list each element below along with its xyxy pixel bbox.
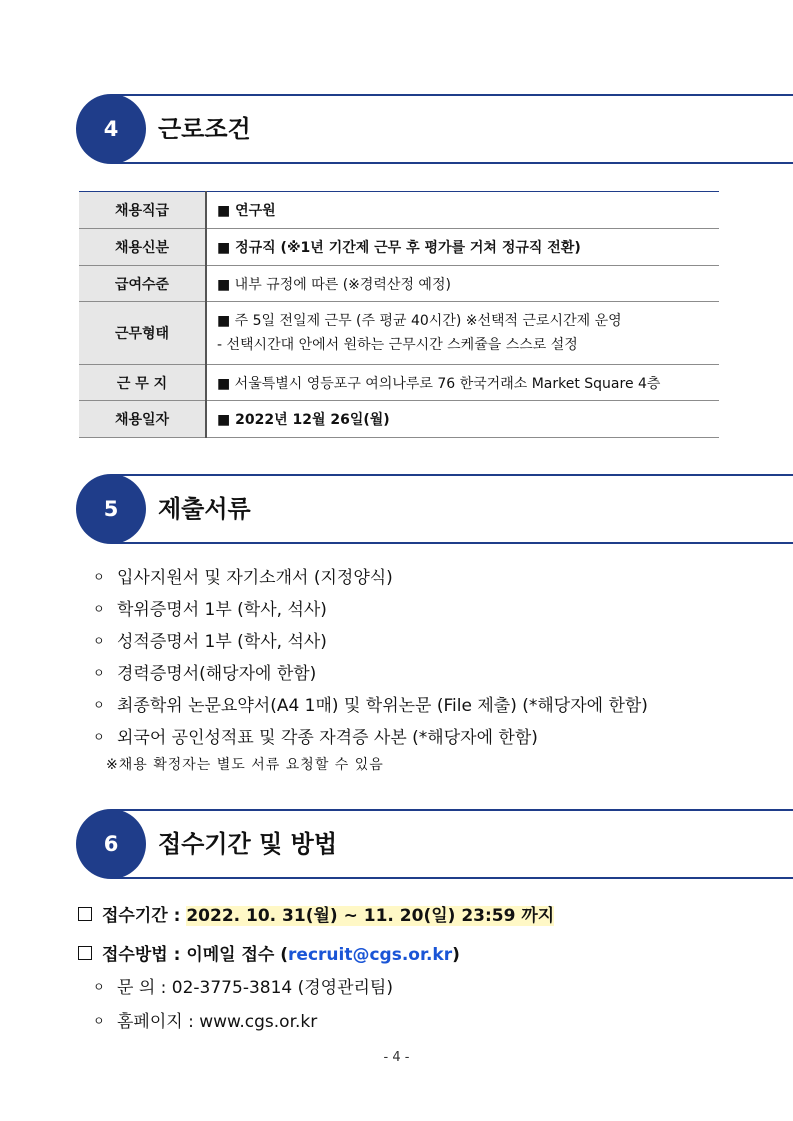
documents-note: ※채용 확정자는 별도 서류 요청할 수 있음 — [106, 757, 384, 773]
bullet-icon: ㅇ — [93, 1014, 105, 1028]
list-item — [93, 657, 648, 689]
receipt-period-value: 2022. 10. 31(월) ~ 11. 20(일) 23:59 까지 — [186, 906, 555, 926]
table-row — [79, 401, 719, 438]
list-item-text: 성적증명서 1부 (학사, 석사) — [117, 632, 327, 652]
row-value: ■ 정규직 (※1년 기간제 근무 후 평가를 거쳐 정규직 전환) — [206, 229, 719, 266]
row-label: 채용신분 — [79, 229, 206, 266]
receipt-method — [78, 940, 460, 965]
list-item-text: 경력증명서(해당자에 한함) — [117, 664, 317, 684]
bullet-icon: ㅇ — [93, 666, 105, 680]
row-label: 급여수준 — [79, 266, 206, 302]
homepage-text: 홈페이지 : www.cgs.or.kr — [117, 1012, 318, 1032]
bullet-icon: ㅇ — [93, 730, 105, 744]
required-documents-list — [93, 561, 648, 753]
section-number-badge: 5 — [76, 474, 146, 544]
list-item — [93, 625, 648, 657]
row-value: ■ 서울특별시 영등포구 여의나루로 76 한국거래소 Market Square 4층 — [206, 365, 719, 401]
bullet-icon: ㅇ — [93, 980, 105, 994]
table-row — [79, 302, 719, 365]
receipt-period — [78, 901, 554, 926]
contact-text: 문 의 : 02-3775-3814 (경영관리팀) — [117, 978, 393, 998]
contact-line — [93, 973, 393, 998]
email-link[interactable]: recruit@cgs.or.kr — [288, 945, 453, 965]
row-value — [206, 302, 719, 365]
section-number-badge: 6 — [76, 809, 146, 879]
checkbox-square-icon — [78, 907, 92, 921]
section-header-5 — [76, 474, 793, 544]
table-row — [79, 229, 719, 266]
section-title: 접수기간 및 방법 — [158, 830, 337, 858]
row-value-line-2: - 선택시간대 안에서 원하는 근무시간 스케쥴을 스스로 설정 — [217, 337, 578, 353]
homepage-line — [93, 1007, 317, 1032]
table-row — [79, 266, 719, 302]
row-value-line-1: ■ 주 5일 전일제 근무 (주 평균 40시간) ※선택적 근로시간제 운영 — [217, 313, 622, 329]
checkbox-square-icon — [78, 946, 92, 960]
list-item — [93, 561, 648, 593]
row-label: 채용일자 — [79, 401, 206, 438]
working-conditions-table — [79, 191, 719, 438]
section-header-6 — [76, 809, 793, 879]
table-row — [79, 365, 719, 401]
receipt-method-label: 접수방법 : 이메일 접수 ( — [102, 945, 289, 965]
receipt-method-close: ) — [452, 945, 460, 965]
row-label: 근 무 지 — [79, 365, 206, 401]
bullet-icon: ㅇ — [93, 698, 105, 712]
row-value: ■ 내부 규정에 따른 (※경력산정 예정) — [206, 266, 719, 302]
list-item-text: 최종학위 논문요약서(A4 1매) 및 학위논문 (File 제출) (*해당자에 한함) — [117, 696, 648, 716]
bullet-icon: ㅇ — [93, 634, 105, 648]
bullet-icon: ㅇ — [93, 602, 105, 616]
row-label: 근무형태 — [79, 302, 206, 365]
section-title: 근로조건 — [158, 115, 251, 143]
table-row — [79, 192, 719, 229]
row-value: ■ 2022년 12월 26일(월) — [206, 401, 719, 438]
list-item-text: 외국어 공인성적표 및 각종 자격증 사본 (*해당자에 한함) — [117, 728, 538, 748]
section-header-4 — [76, 94, 793, 164]
page-number: - 4 - — [383, 1050, 410, 1065]
list-item — [93, 721, 648, 753]
row-value: ■ 연구원 — [206, 192, 719, 229]
receipt-period-label: 접수기간 : — [102, 906, 181, 926]
bullet-icon: ㅇ — [93, 570, 105, 584]
section-number-badge: 4 — [76, 94, 146, 164]
list-item — [93, 593, 648, 625]
section-title: 제출서류 — [158, 495, 251, 523]
list-item — [93, 689, 648, 721]
list-item-text: 학위증명서 1부 (학사, 석사) — [117, 600, 327, 620]
list-item-text: 입사지원서 및 자기소개서 (지정양식) — [117, 568, 393, 588]
row-label: 채용직급 — [79, 192, 206, 229]
